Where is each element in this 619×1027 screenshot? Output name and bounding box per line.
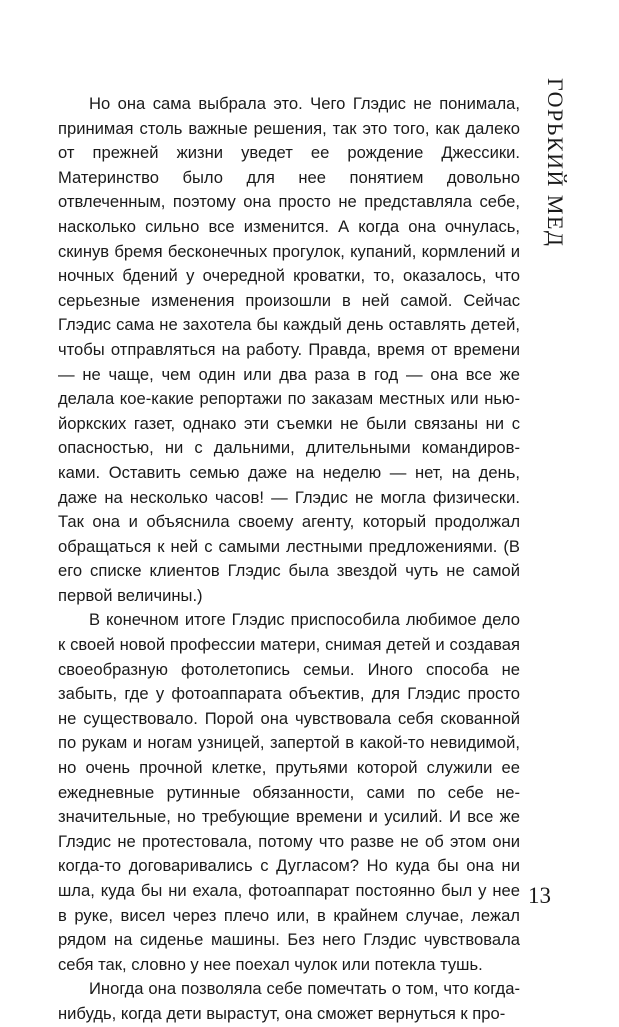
paragraph-3: Иногда она позволяла себе помечтать о том, что когда-нибудь, когда дети вырастут, она сможет вернуться к про- bbox=[58, 979, 520, 1023]
paragraph-1: Но она сама выбрала это. Чего Глэдис не понимала, принимая столь важные решения, так это того, как далеко от прежней жизни уведет ее рождение Джессики. Материнство было для нее понятием довольно отвлеченным, поэтому она просто не представляла себе, насколько сильно все изменится. А когда она очнулась, скинув бремя бесконечных прогулок, купаний, кормлений и ночных бдений у очередной кроватки, то, оказалось, что серьезные изменения произошли в ней самой. Сейчас Глэдис сама не захотела бы каждый день оставлять детей, чтобы отправляться на работу. Правда, время от времени — не чаще, чем один или два раза в год — она все же делала кое-какие репортажи по заказам местных или нью-йоркских газет, однако эти съемки не были связаны ни с опасностью, ни с дальними, длительными командировками. Оставить семью даже на неделю — нет, на день, даже на несколько часов! — Глэдис не могла физически. Так она и объяснила своему агенту, который продолжал обращаться к ней с самыми лестными предложениями. (В его списке клиентов Глэдис была звездой чуть не самой первой величины.) bbox=[58, 94, 520, 605]
page-number: 13 bbox=[528, 883, 551, 908]
paragraph-2: В конечном итоге Глэдис приспособила любимое дело к своей новой профессии матери, снимая детей и создавая своеобразную фотолетопись семьи. Иного способа не забыть, где у фотоаппарата объектив, для Глэдис просто не существовало. Порой она чувствовала себя скованной по рукам и ногам узницей, запертой в какой-то невидимой, но очень прочной клетке, прутьями которой служили ее ежедневные рутинные обязанности, сами по себе незначительные, но требующие времени и усилий. И все же Глэдис не протестовала, потому что разве не об этом они когда-то договаривались с Дугласом? Но куда бы она ни шла, куда бы ни ехала, фотоаппарат постоянно был у нее в руке, висел через плечо или, в крайнем случае, лежал рядом на сиденье машины. Без него Глэдис чувствовала себя так, словно у нее поехал чулок или потекла тушь. bbox=[58, 610, 520, 974]
running-title: ГОРЬКИЙ МЕД bbox=[543, 78, 568, 248]
body-text bbox=[58, 92, 520, 1027]
